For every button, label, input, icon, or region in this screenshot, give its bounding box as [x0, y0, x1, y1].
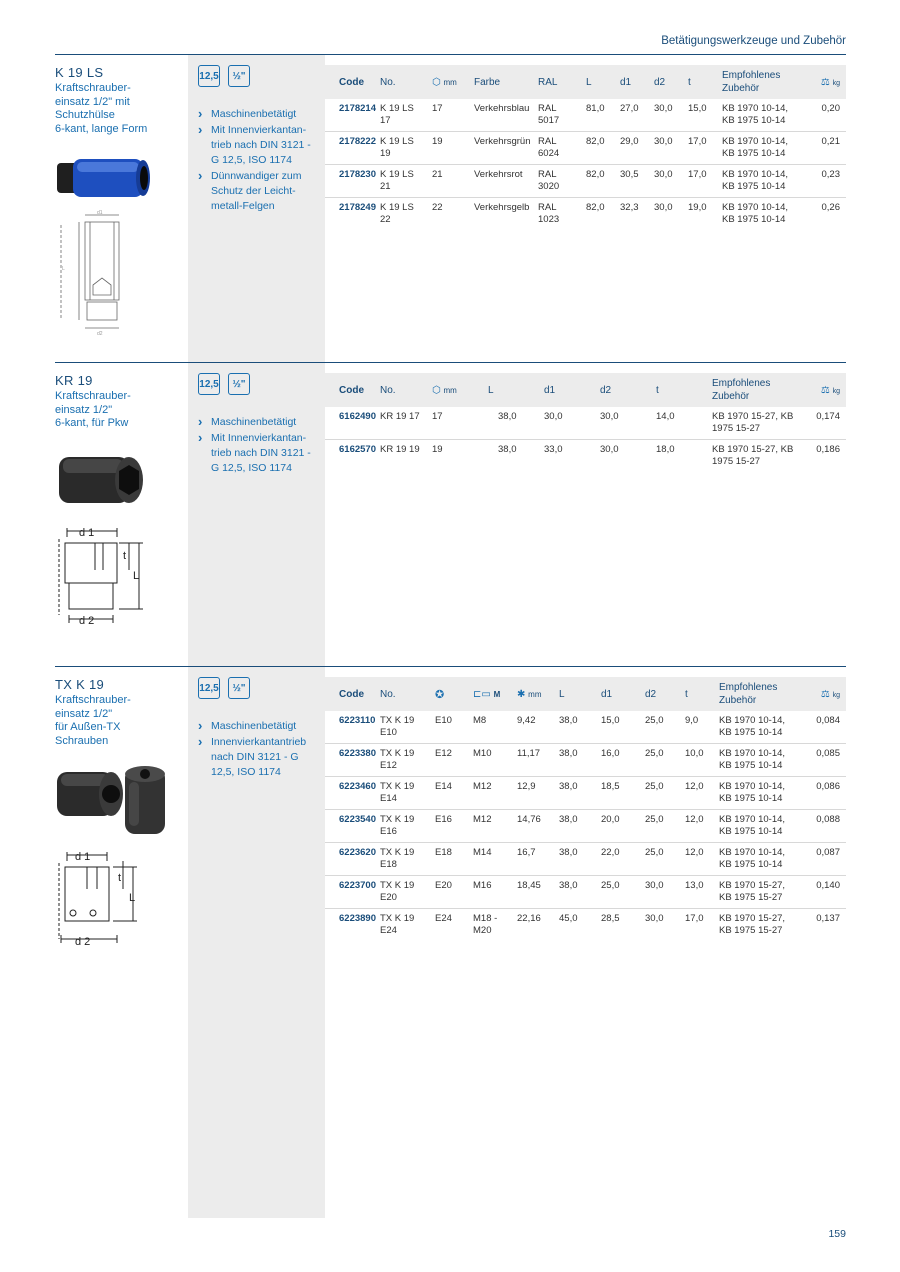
svg-text:d1: d1 [97, 210, 103, 216]
col-weight: ⚖ kg [820, 384, 840, 396]
svg-text:d2: d2 [97, 331, 103, 335]
drive-size-badge: ½" [228, 373, 250, 395]
spec-table-area [325, 667, 846, 941]
table-row: 2178222 K 19 LS 19 19 Verkehrsgrün RAL 6024 82,0 29,0 30,0 17,0 KB 1970 10-14, KB 1975 10-14 0,21 [325, 132, 846, 165]
drawing-label-d1: d 1 [75, 851, 91, 863]
table-row: 6223540 TX K 19 E16 E16 M12 14,76 38,0 20,0 25,0 12,0 KB 1970 10-14, KB 1975 10-14 0,088 [325, 810, 846, 843]
section-k19ls [55, 55, 846, 362]
scale-icon: ⚖ [820, 76, 833, 88]
table-row: 6223890 TX K 19 E24 E24 M18 - M20 22,16 45,0 28,5 30,0 17,0 KB 1970 15-27, KB 1975 15-27 0,137 [339, 913, 840, 936]
drawing-label-d2: d 2 [79, 615, 95, 625]
bolt-icon: ⊏▭ [473, 688, 494, 700]
col-weight: ⚖ kg [820, 688, 840, 700]
product-name: K 19 LS [55, 65, 104, 80]
feature-item: › Mit Innenvierkantan- trieb nach DIN 3121 - G 12,5, ISO 1174 [198, 431, 319, 476]
spec-table [325, 677, 846, 941]
hex-size-icon: ⬡ [432, 76, 444, 88]
table-row: 2178230 K 19 LS 21 21 Verkehrsrot RAL 3020 82,0 30,5 30,0 17,0 KB 1970 10-14, KB 1975 10-14 0,23 [325, 165, 846, 198]
technical-drawing [57, 849, 147, 949]
table-row: 6223620 TX K 19 E18 E18 M14 16,7 38,0 22,0 25,0 12,0 KB 1970 10-14, KB 1975 10-14 0,087 [325, 843, 846, 876]
table-row: 2178214 K 19 LS 17 17 Verkehrsblau RAL 5017 81,0 27,0 30,0 15,0 KB 1970 10-14, KB 1975 10-14 0,20 [325, 99, 846, 132]
col-no: No. [380, 688, 396, 700]
square-drive-badge: 12,5 [198, 65, 220, 87]
drive-size-badge: ½" [228, 65, 250, 87]
table-header [325, 373, 846, 407]
product-photo [55, 153, 155, 203]
col-tx-size [431, 677, 469, 711]
drawing-label-d1: d 1 [79, 527, 95, 539]
page-header-title: Betätigungswerkzeuge und Zubehör [661, 35, 846, 47]
col-ral: RAL [538, 76, 558, 88]
feature-item: › Maschinenbetätigt [198, 415, 319, 430]
section-txk19 [55, 667, 846, 1218]
torx-icon: ✪ [435, 688, 445, 701]
col-d2: d2 [645, 688, 657, 700]
drawing-label-L: L [129, 892, 136, 904]
col-code: Code [339, 688, 364, 700]
features-panel [188, 55, 325, 362]
features-panel [188, 363, 325, 666]
product-name: TX K 19 [55, 677, 105, 692]
square-drive-badge: 12,5 [198, 677, 220, 699]
hex-size-icon: ⬡ [432, 384, 444, 396]
feature-list [188, 87, 325, 214]
page-number: 159 [828, 1228, 846, 1240]
col-accessory: Empfohlenes Zubehör [722, 70, 781, 94]
scale-icon: ⚖ [820, 384, 833, 396]
feature-list [188, 699, 325, 780]
technical-drawing [57, 210, 127, 335]
col-size: ⬡ mm [432, 384, 457, 396]
product-name: KR 19 [55, 373, 93, 388]
section-kr19 [55, 363, 846, 666]
svg-text:L: L [62, 266, 65, 272]
col-t: t [685, 688, 688, 700]
feature-item: › Mit Innenvierkantan- trieb nach DIN 3121 - G 12,5, ISO 1174 [198, 123, 319, 168]
col-d1: d1 [601, 688, 613, 700]
col-size: ⬡ mm [432, 76, 457, 88]
spec-table-area [325, 55, 846, 230]
feature-item: › Innenvierkantantrieb nach DIN 3121 - G 12,5, ISO 1174 [198, 735, 319, 780]
col-t: t [688, 76, 691, 88]
col-L: L [559, 688, 565, 700]
table-row: 6223110 TX K 19 E10 E10 M8 9,42 38,0 15,0 25,0 9,0 KB 1970 10-14, KB 1975 10-14 0,084 [325, 711, 846, 744]
torx-mm-icon: ✱ [517, 688, 529, 700]
badges [188, 667, 325, 699]
product-description: Kraftschrauber- einsatz 1/2" für Außen-TX Schrauben [55, 694, 131, 747]
col-no: No. [380, 384, 396, 396]
col-d1: d1 [620, 76, 632, 88]
product-photo [55, 449, 155, 509]
product-description: Kraftschrauber- einsatz 1/2" mit Schutzhülse 6-kant, lange Form [55, 82, 148, 135]
table-row: 6162570 KR 19 19 19 38,0 33,0 30,0 18,0 KB 1970 15-27, KB 1975 15-27 0,186 [339, 444, 840, 467]
col-code: Code [339, 76, 364, 88]
table-header [325, 65, 846, 99]
table-row: 6162490 KR 19 17 17 38,0 30,0 30,0 14,0 KB 1970 15-27, KB 1975 15-27 0,174 [325, 407, 846, 440]
product-photo [55, 762, 185, 842]
features-panel [188, 667, 325, 1218]
col-L: L [586, 76, 592, 88]
col-weight: ⚖ kg [820, 76, 840, 88]
feature-item: › Maschinenbetätigt [198, 719, 319, 734]
drawing-label-t: t [118, 872, 122, 884]
col-accessory: Empfohlenes Zubehör [719, 682, 778, 706]
product-info [55, 363, 188, 625]
col-size: ✱ mm [517, 688, 542, 700]
spec-table-area [325, 363, 846, 472]
spec-table [325, 373, 846, 472]
col-no: No. [380, 76, 396, 88]
spec-table [325, 65, 846, 230]
badges [188, 363, 325, 395]
feature-item: › Dünnwandiger zum Schutz der Leicht- metall-Felgen [198, 169, 319, 214]
col-d2: d2 [600, 384, 612, 396]
feature-item: › Maschinenbetätigt [198, 107, 319, 122]
drawing-label-L: L [133, 570, 140, 582]
col-farbe: Farbe [474, 76, 501, 88]
col-accessory: Empfohlenes Zubehör [712, 378, 771, 402]
product-info [55, 667, 188, 948]
col-t: t [656, 384, 659, 396]
drawing-label-d2: d 2 [75, 936, 91, 948]
col-d2: d2 [654, 76, 666, 88]
feature-list [188, 395, 325, 476]
square-drive-badge: 12,5 [198, 373, 220, 395]
badges [188, 55, 325, 87]
table-row: 6223700 TX K 19 E20 E20 M16 18,45 38,0 25,0 30,0 13,0 KB 1970 15-27, KB 1975 15-27 0,140 [325, 876, 846, 909]
col-thread: ⊏▭ M [473, 688, 501, 700]
table-row: 2178249 K 19 LS 22 22 Verkehrsgelb RAL 1023 82,0 32,3 30,0 19,0 KB 1970 10-14, KB 1975 10-14 0,26 [339, 202, 840, 225]
product-description: Kraftschrauber- einsatz 1/2" 6-kant, für Pkw [55, 390, 131, 429]
col-d1: d1 [544, 384, 556, 396]
drive-size-badge: ½" [228, 677, 250, 699]
technical-drawing [57, 525, 147, 625]
col-code: Code [339, 384, 364, 396]
table-row: 6223380 TX K 19 E12 E12 M10 11,17 38,0 16,0 25,0 10,0 KB 1970 10-14, KB 1975 10-14 0,085 [325, 744, 846, 777]
product-info [55, 55, 188, 335]
table-row: 6223460 TX K 19 E14 E14 M12 12,9 38,0 18,5 25,0 12,0 KB 1970 10-14, KB 1975 10-14 0,086 [325, 777, 846, 810]
scale-icon: ⚖ [820, 688, 833, 700]
drawing-label-t: t [123, 550, 127, 562]
table-header [325, 677, 846, 711]
col-L: L [488, 384, 494, 396]
